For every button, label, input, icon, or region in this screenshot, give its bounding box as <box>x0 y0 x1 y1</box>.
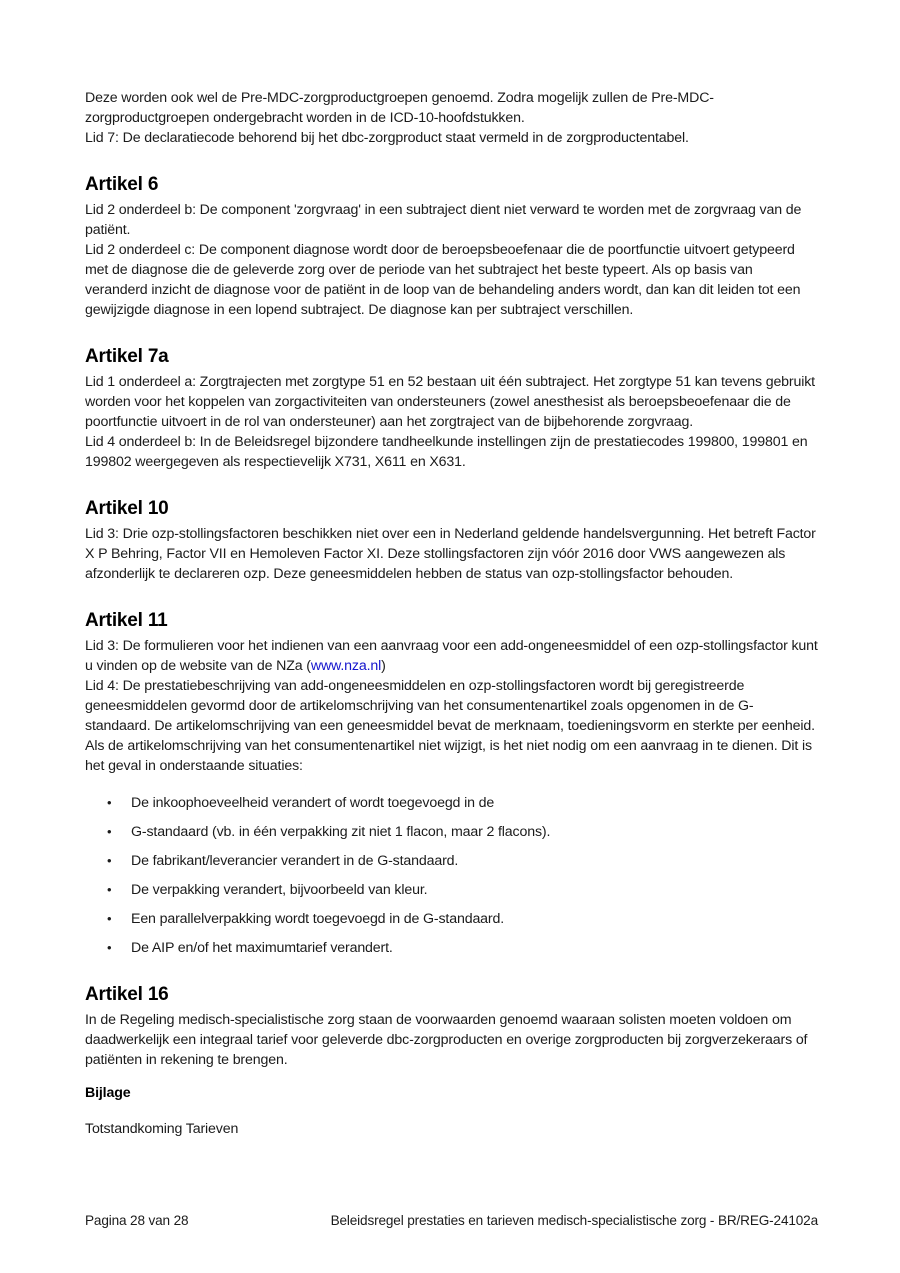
bijlage-subheading: Bijlage <box>85 1085 131 1101</box>
artikel-11-paragraph-2: Lid 4: De prestatiebeschrijving van add-ongeneesmiddelen en ozp-stollingsfactoren wordt bij geregistreerde geneesmiddelen gevormd door de artikelomschrijving van het consumentenartikel zoals opgenomen in de G-standaard. De artikelomschrijving van een geneesmiddel bevat de merknaam, toedieningsvorm en sterkte per eenheid. Als de artikelomschrijving van het consumentenartikel niet wijzigt, is het niet nodig om een aanvraag in te dienen. Dit is het geval in onderstaande situaties: <box>85 678 815 774</box>
artikel-16-paragraph-1: In de Regeling medisch-specialistische zorg staan de voorwaarden genoemd waaraan solisten moeten voldoen om daadwerkelijk een integraal tarief voor geleverde dbc-zorgproducten en overige zorgproducten bij zorgverzekeraars of patiënten in rekening te brengen. <box>85 1012 808 1068</box>
page-number: Pagina 28 van 28 <box>85 1213 189 1228</box>
list-item: • G-standaard (vb. in één verpakking zit niet 1 flacon, maar 2 flacons). <box>105 822 818 842</box>
section-artikel-11 <box>85 609 818 958</box>
list-item: • De fabrikant/leverancier verandert in de G-standaard. <box>105 851 818 871</box>
intro-paragraph-1: Deze worden ook wel de Pre-MDC-zorgproductgroepen genoemd. Zodra mogelijk zullen de Pre-MDC-zorgproductgroepen ondergebracht worden in de ICD-10-hoofdstukken. <box>85 90 714 126</box>
artikel-11-heading: Artikel 11 <box>85 610 168 631</box>
paragraph-text: ) <box>381 658 386 674</box>
artikel-10-paragraph-1: Lid 3: Drie ozp-stollingsfactoren beschikken niet over een in Nederland geldende handelsvergunning. Het betreft Factor X P Behring, Factor VII en Hemoleven Factor XI. Deze stollingsfactoren zijn vóór 2016 door VWS aangewezen als afzonderlijk te declareren ozp. Deze geneesmiddelen hebben de status van ozp-stollingsfactor behouden. <box>85 526 816 582</box>
artikel-7a-heading: Artikel 7a <box>85 346 169 367</box>
list-item: • De AIP en/of het maximumtarief verandert. <box>105 938 818 958</box>
artikel-10-heading: Artikel 10 <box>85 498 169 519</box>
list-item: • De verpakking verandert, bijvoorbeeld van kleur. <box>105 880 818 900</box>
nza-link[interactable]: www.nza.nl <box>310 658 382 674</box>
artikel-6-heading: Artikel 6 <box>85 174 159 195</box>
attachment-title: Totstandkoming Tarieven <box>85 1121 239 1137</box>
document-content <box>85 88 818 1139</box>
artikel-11-paragraph-1 <box>85 636 818 676</box>
artikel-7a-paragraph-2: Lid 4 onderdeel b: In de Beleidsregel bijzondere tandheelkunde instellingen zijn de prestatiecodes 199800, 199801 en 199802 weergegeven als respectievelijk X731, X611 en X631. <box>85 434 808 470</box>
list-item: • De inkoophoeveelheid verandert of wordt toegevoegd in de <box>105 793 818 813</box>
situations-bullet-list <box>85 793 818 958</box>
artikel-6-paragraph-1: Lid 2 onderdeel b: De component 'zorgvraag' in een subtraject dient niet verward te worden met de zorgvraag van de patiënt. <box>85 202 802 238</box>
list-item: • Een parallelverpakking wordt toegevoegd in de G-standaard. <box>105 909 818 929</box>
paragraph-text: Lid 3: De formulieren voor het indienen van een aanvraag voor een add-ongeneesmiddel of een ozp-stollingsfactor kunt u vinden op de website van de NZa ( <box>85 638 818 674</box>
intro-paragraph-2: Lid 7: De declaratiecode behorend bij het dbc-zorgproduct staat vermeld in de zorgproductentabel. <box>85 130 689 146</box>
page-footer <box>85 1212 818 1230</box>
artikel-7a-paragraph-1: Lid 1 onderdeel a: Zorgtrajecten met zorgtype 51 en 52 bestaan uit één subtraject. Het zorgtype 51 kan tevens gebruikt worden voor het koppelen van zorgactiviteiten van ondersteuners (zowel anesthesist als beroepsbeoefenaar die de poortfunctie uitvoert in de rol van ondersteuner) aan het zorgtraject van de bijbehorende zorgvraag. <box>85 374 815 430</box>
document-reference: Beleidsregel prestaties en tarieven medisch-specialistische zorg - BR/REG-24102a <box>330 1213 818 1228</box>
artikel-6-paragraph-2: Lid 2 onderdeel c: De component diagnose wordt door de beroepsbeoefenaar die de poortfunctie uitvoert getypeerd met de diagnose die de geleverde zorg over de periode van het subtraject het beste typeert. Als op basis van veranderd inzicht de diagnose voor de patiënt in de loop van de behandeling anders wordt, dan kan dit leiden tot een gewijzigde diagnose in een lopend subtraject. De diagnose kan per subtraject verschillen. <box>85 242 801 318</box>
section-artikel-10 <box>85 497 818 584</box>
section-artikel-6 <box>85 173 818 320</box>
artikel-16-heading: Artikel 16 <box>85 984 169 1005</box>
section-artikel-16 <box>85 983 818 1139</box>
section-artikel-7a <box>85 345 818 472</box>
